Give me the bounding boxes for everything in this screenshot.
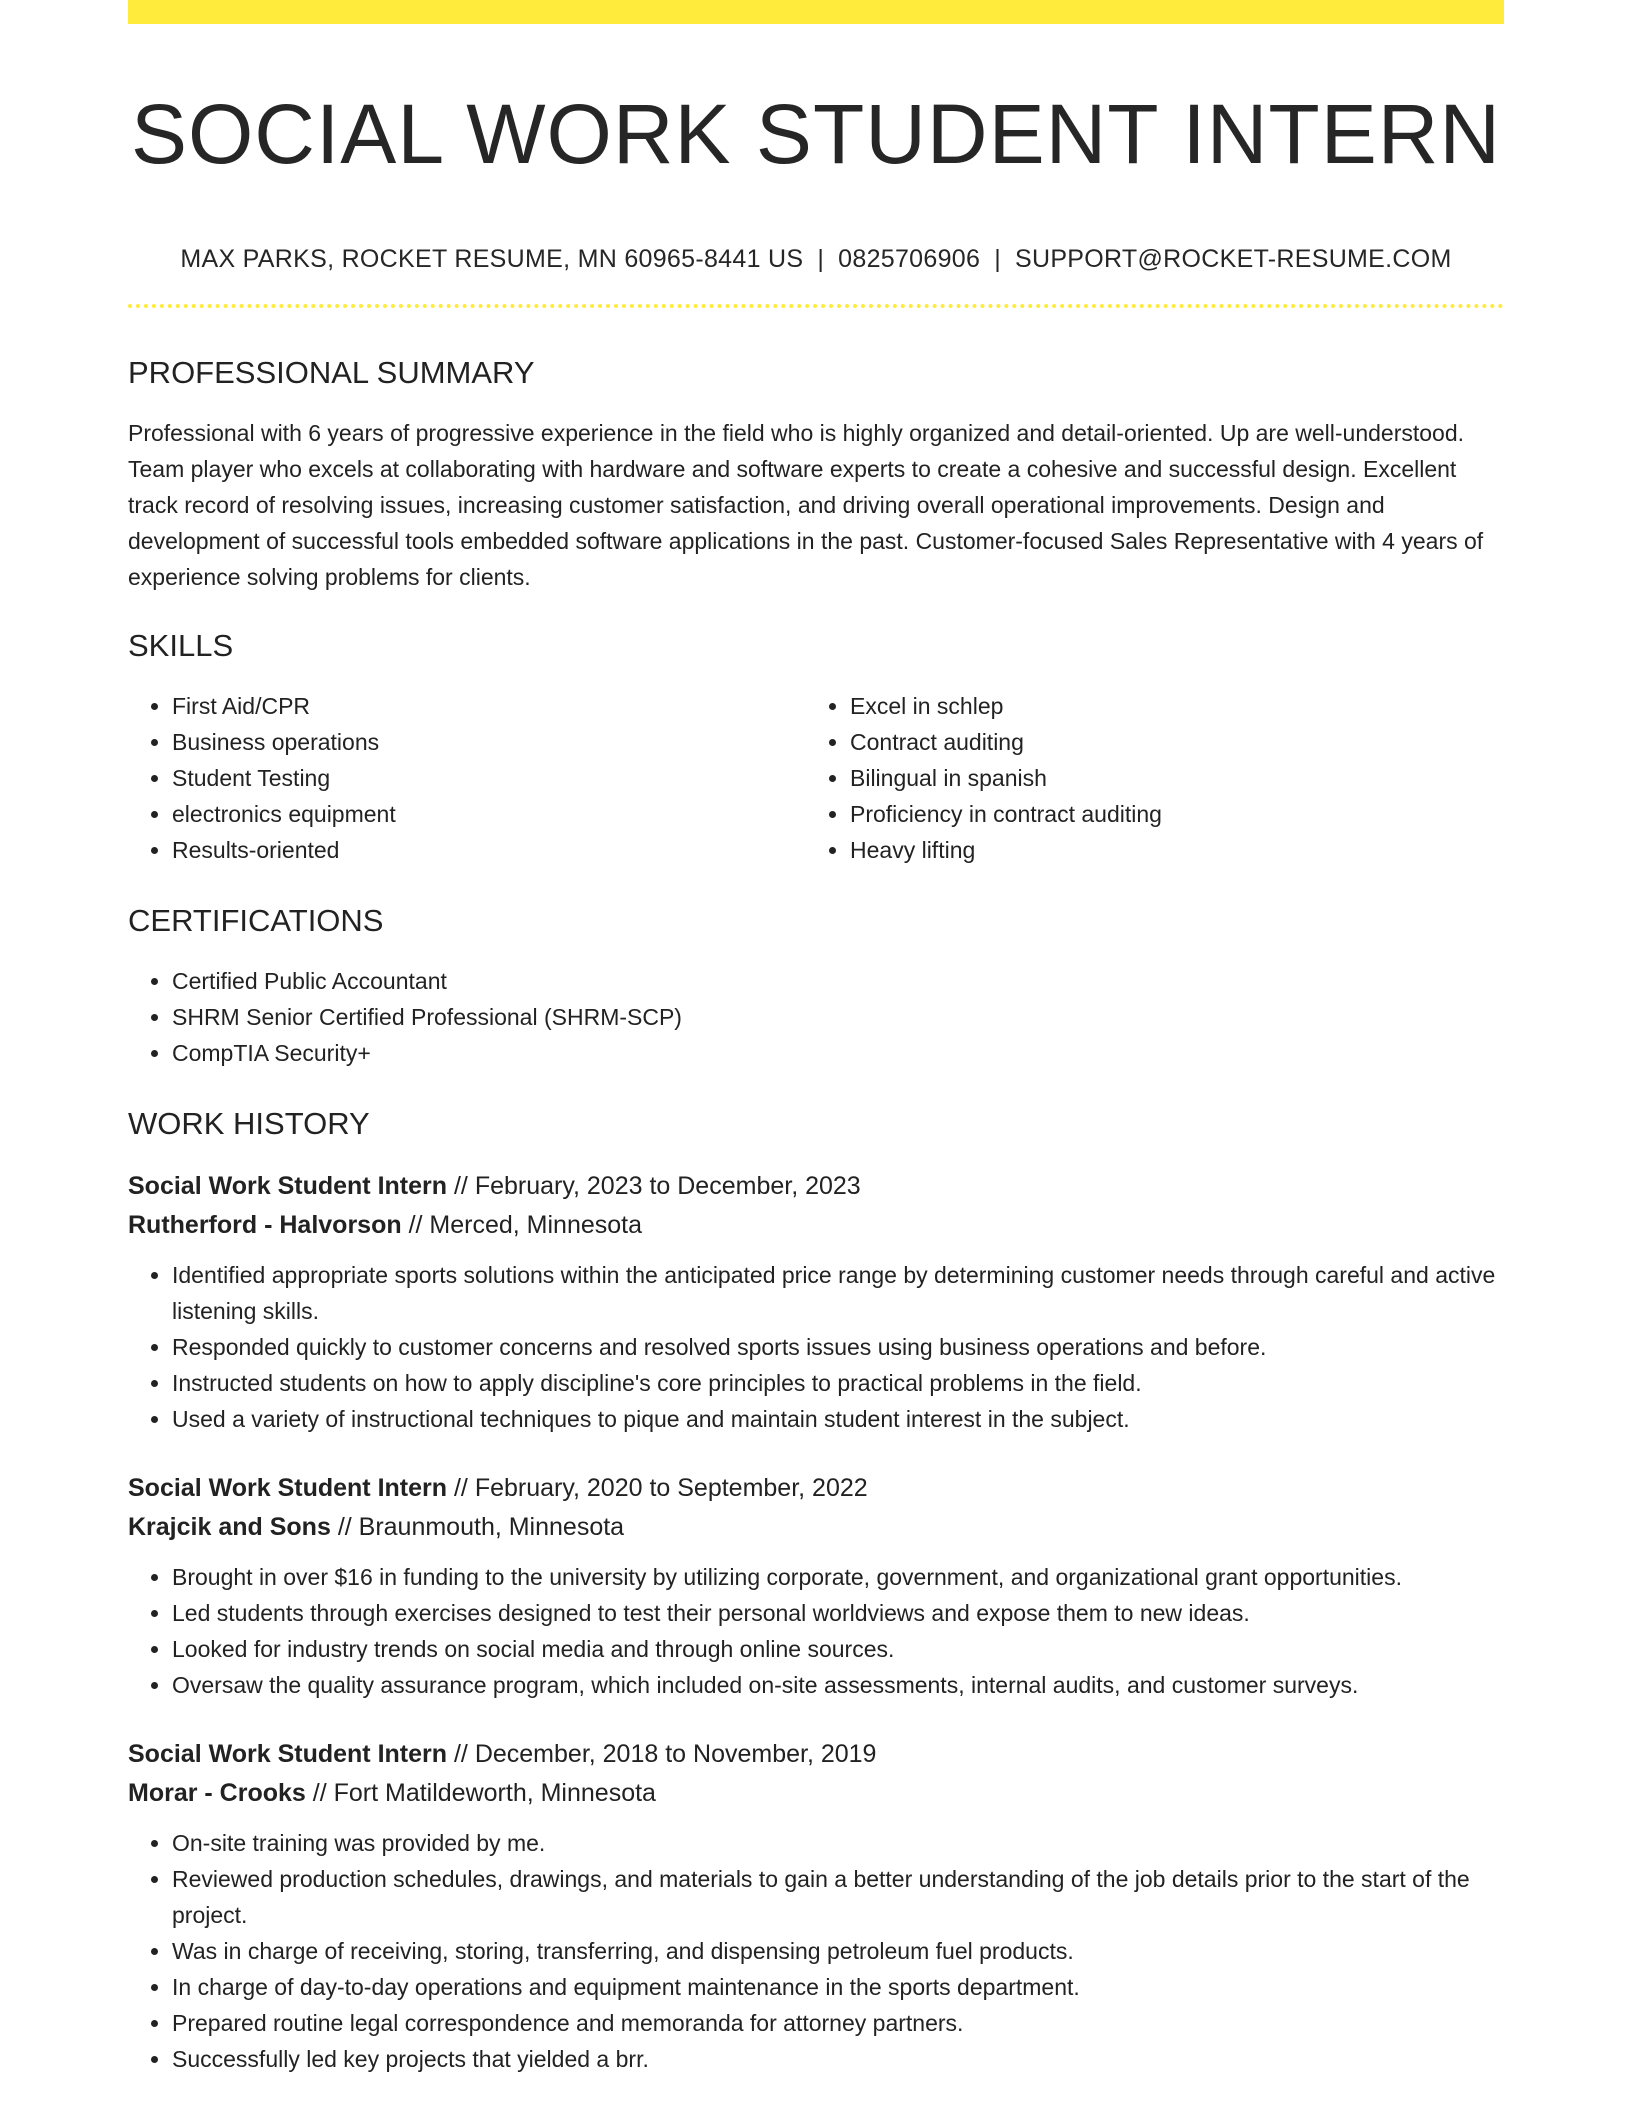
- contact-address: MAX PARKS, ROCKET RESUME, MN 60965-8441 US: [180, 244, 804, 273]
- skill-item: • Business operations: [172, 724, 806, 760]
- summary-heading: PROFESSIONAL SUMMARY: [128, 354, 535, 390]
- contact-phone: 0825706906: [838, 244, 981, 273]
- job-entry: [128, 1167, 1504, 1437]
- job-bullet: • Oversaw the quality assurance program, which included on-site assessments, internal audits, and customer surveys.: [172, 1667, 1504, 1703]
- job-entry: [128, 1469, 1504, 1703]
- job-bullet: • In charge of day-to-day operations and equipment maintenance in the sports department.: [172, 1969, 1504, 2005]
- skills-column-left: [128, 688, 806, 868]
- job-bullet: • Used a variety of instructional techniques to pique and maintain student interest in the subject.: [172, 1401, 1504, 1437]
- job-bullets: [128, 1257, 1504, 1437]
- job-bullet: • Instructed students on how to apply discipline's core principles to practical problems in the field.: [172, 1365, 1504, 1401]
- job-role: Social Work Student Intern: [128, 1171, 448, 1200]
- job-dates: // February, 2020 to September, 2022: [453, 1473, 868, 1502]
- job-bullet: • Responded quickly to customer concerns and resolved sports issues using business operations and before.: [172, 1329, 1504, 1365]
- skill-item: • Proficiency in contract auditing: [850, 796, 1484, 832]
- job-location: // Merced, Minnesota: [408, 1210, 643, 1239]
- skills-heading: SKILLS: [128, 627, 234, 663]
- job-bullets: [128, 1825, 1504, 2077]
- certification-item: • Certified Public Accountant: [172, 963, 1504, 999]
- job-company-line: [128, 1206, 1504, 1245]
- skill-item: • Excel in schlep: [850, 688, 1484, 724]
- skills-column-right: [806, 688, 1484, 868]
- job-company: Morar - Crooks: [128, 1778, 306, 1807]
- job-company-line: [128, 1508, 1504, 1547]
- skill-item: • Heavy lifting: [850, 832, 1484, 868]
- contact-line: [128, 245, 1504, 274]
- skill-item: • Bilingual in spanish: [850, 760, 1484, 796]
- skill-item: • Contract auditing: [850, 724, 1484, 760]
- job-company-line: [128, 1774, 1504, 1813]
- contact-separator: |: [994, 244, 1001, 273]
- resume-title: SOCIAL WORK STUDENT INTERN: [130, 87, 1502, 181]
- skill-item: • Results-oriented: [172, 832, 806, 868]
- skill-item: • electronics equipment: [172, 796, 806, 832]
- dotted-divider: [128, 304, 1504, 308]
- job-bullet: • Brought in over $16 in funding to the university by utilizing corporate, government, and organizational grant opportunities.: [172, 1559, 1504, 1595]
- certifications-list: [128, 963, 1504, 1071]
- job-bullet: • Reviewed production schedules, drawings, and materials to gain a better understanding of the job details prior to the start of the project.: [172, 1861, 1504, 1933]
- top-accent-bar: [128, 0, 1504, 24]
- contact-email[interactable]: SUPPORT@ROCKET-RESUME.COM: [1015, 244, 1452, 273]
- job-role: Social Work Student Intern: [128, 1739, 448, 1768]
- job-entry: [128, 1735, 1504, 2077]
- skill-item: • Student Testing: [172, 760, 806, 796]
- job-bullet: • On-site training was provided by me.: [172, 1825, 1504, 1861]
- job-company: Rutherford - Halvorson: [128, 1210, 402, 1239]
- job-bullet: • Was in charge of receiving, storing, transferring, and dispensing petroleum fuel products.: [172, 1933, 1504, 1969]
- job-bullet: • Successfully led key projects that yielded a brr.: [172, 2041, 1504, 2077]
- job-location: // Fort Matildeworth, Minnesota: [312, 1778, 656, 1807]
- job-company: Krajcik and Sons: [128, 1512, 331, 1541]
- certifications-heading: CERTIFICATIONS: [128, 903, 384, 939]
- resume-page: [128, 0, 1504, 2077]
- job-bullet: • Led students through exercises designed to test their personal worldviews and expose them to new ideas.: [172, 1595, 1504, 1631]
- job-dates: // February, 2023 to December, 2023: [453, 1171, 861, 1200]
- skill-item: • First Aid/CPR: [172, 688, 806, 724]
- summary-text: Professional with 6 years of progressive experience in the field who is highly organized and detail-oriented. Up are well-understood. Team player who excels at collaborating with hardware and software experts to create a cohesive and successful design. Excellent track record of resolving issues, increasing customer satisfaction, and driving overall operational improvements. Design and development of successful tools embedded software applications in the past. Customer-focused Sales Representative with 4 years of experience solving problems for clients.: [128, 419, 1484, 590]
- job-location: // Braunmouth, Minnesota: [337, 1512, 625, 1541]
- skills-list: [128, 688, 1504, 868]
- job-bullet: • Looked for industry trends on social media and through online sources.: [172, 1631, 1504, 1667]
- job-bullets: [128, 1559, 1504, 1703]
- contact-separator: |: [817, 244, 825, 273]
- work-history-heading: WORK HISTORY: [128, 1106, 370, 1142]
- job-role-line: [128, 1735, 1504, 1774]
- job-bullet: • Prepared routine legal correspondence and memoranda for attorney partners.: [172, 2005, 1504, 2041]
- job-role: Social Work Student Intern: [128, 1473, 448, 1502]
- job-role-line: [128, 1167, 1504, 1206]
- certification-item: • SHRM Senior Certified Professional (SHRM-SCP): [172, 999, 1504, 1035]
- job-dates: // December, 2018 to November, 2019: [453, 1739, 877, 1768]
- job-role-line: [128, 1469, 1504, 1508]
- job-bullet: • Identified appropriate sports solutions within the anticipated price range by determining customer needs through careful and active listening skills.: [172, 1257, 1504, 1329]
- certification-item: • CompTIA Security+: [172, 1035, 1504, 1071]
